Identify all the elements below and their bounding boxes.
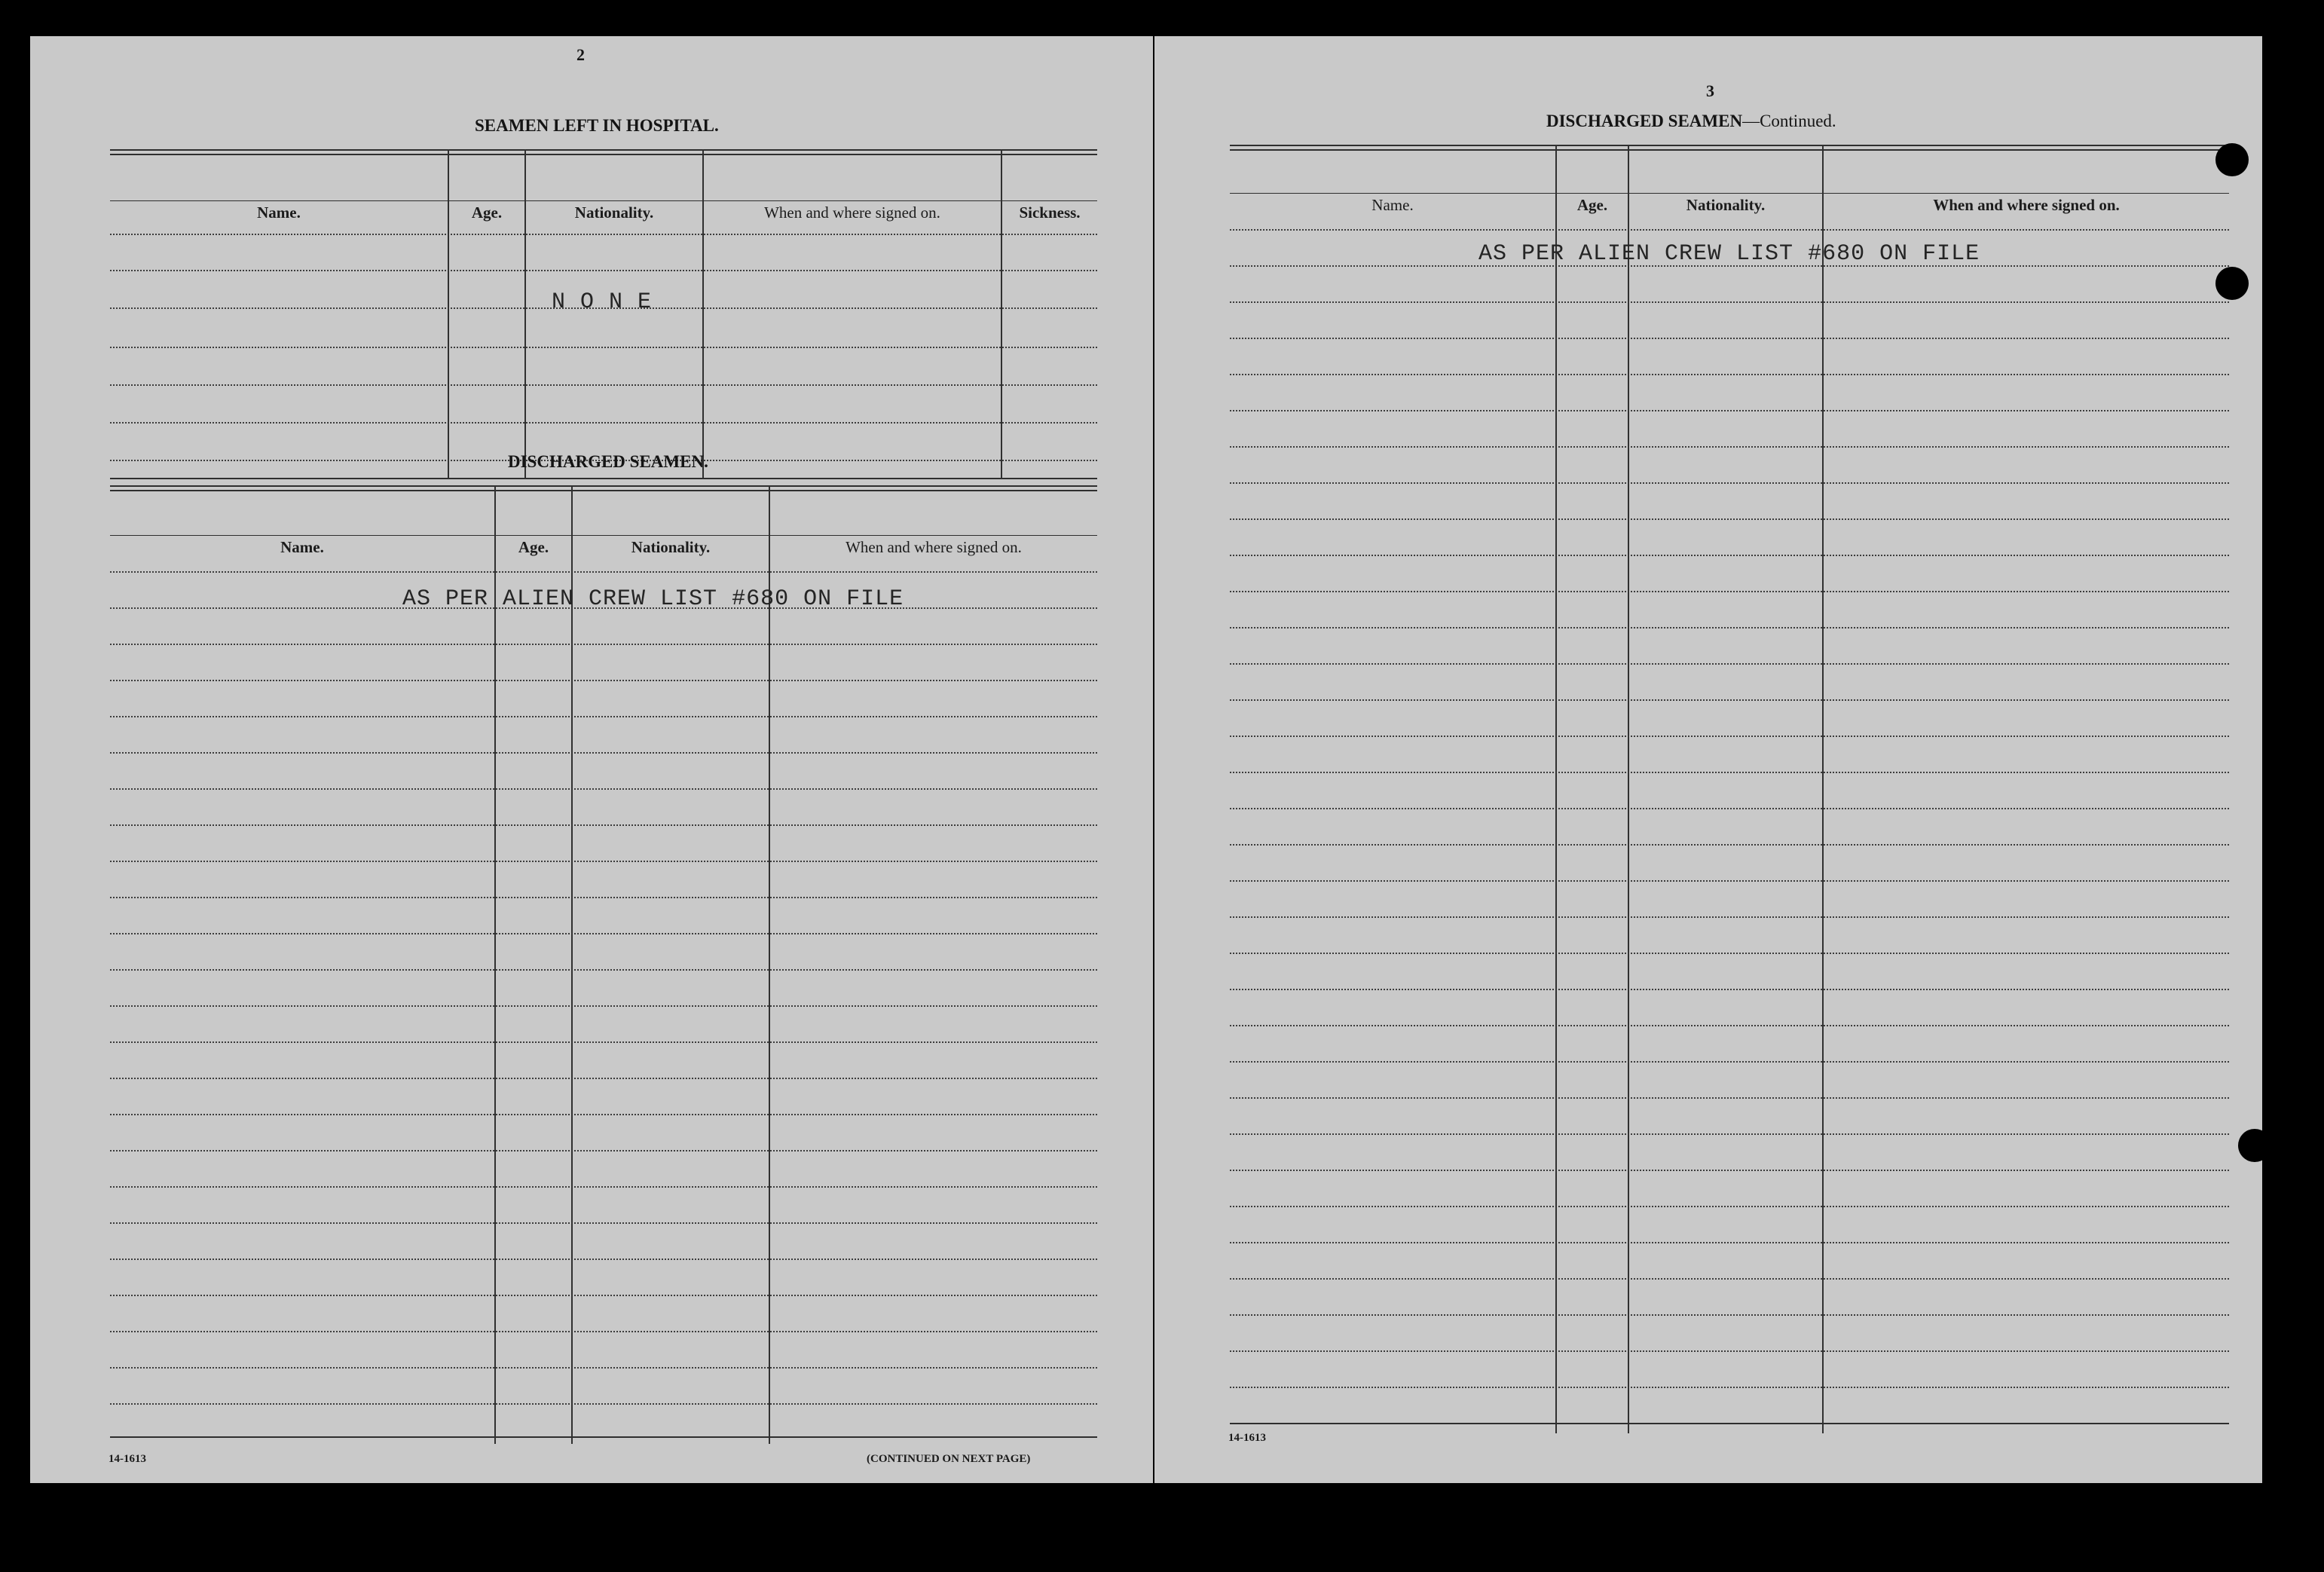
discharged-continued-table [1230, 145, 2229, 1433]
right-header-nationality: Nationality. [1686, 196, 1766, 214]
discharged-title: DISCHARGED SEAMEN. [508, 452, 708, 471]
hospital-header-name: Name. [257, 203, 301, 222]
hospital-header-age: Age. [471, 203, 503, 222]
form-number-right: 14-1613 [1228, 1432, 1266, 1444]
hospital-header-signed-on: When and where signed on. [764, 203, 940, 222]
discharged-header-age: Age. [518, 538, 549, 556]
form-number-left: 14-1613 [109, 1453, 146, 1465]
page-number-left: 2 [576, 45, 585, 64]
right-entry: AS PER ALIEN CREW LIST #680 ON FILE [1478, 241, 1980, 267]
page-number-right: 3 [1706, 81, 1714, 100]
discharged-entry: AS PER ALIEN CREW LIST #680 ON FILE [402, 586, 904, 612]
right-title-suffix: —Continued. [1742, 112, 1836, 130]
hospital-header-nationality: Nationality. [574, 203, 654, 222]
torn-edge [2262, 36, 2277, 1483]
right-header-name: Name. [1371, 196, 1414, 214]
right-page [1154, 36, 2277, 1483]
right-header-signed-on: When and where signed on. [1933, 196, 2120, 214]
hospital-header-sickness: Sickness. [1019, 203, 1081, 222]
discharged-header-signed-on: When and where signed on. [846, 538, 1022, 556]
discharged-table [110, 485, 1097, 1444]
right-title-main: DISCHARGED SEAMEN [1546, 112, 1743, 130]
binder-hole-top [2215, 143, 2249, 176]
binder-hole-middle [2215, 267, 2249, 300]
right-page-title [1546, 112, 1836, 131]
hospital-title: SEAMEN LEFT IN HOSPITAL. [475, 116, 719, 135]
continued-note: (CONTINUED ON NEXT PAGE) [867, 1453, 1031, 1465]
right-header-age: Age. [1576, 196, 1608, 214]
discharged-header-name: Name. [280, 538, 324, 556]
left-page [30, 36, 1153, 1483]
discharged-header-nationality: Nationality. [631, 538, 711, 556]
hospital-entry: N O N E [552, 289, 653, 315]
hospital-table [110, 149, 1097, 479]
